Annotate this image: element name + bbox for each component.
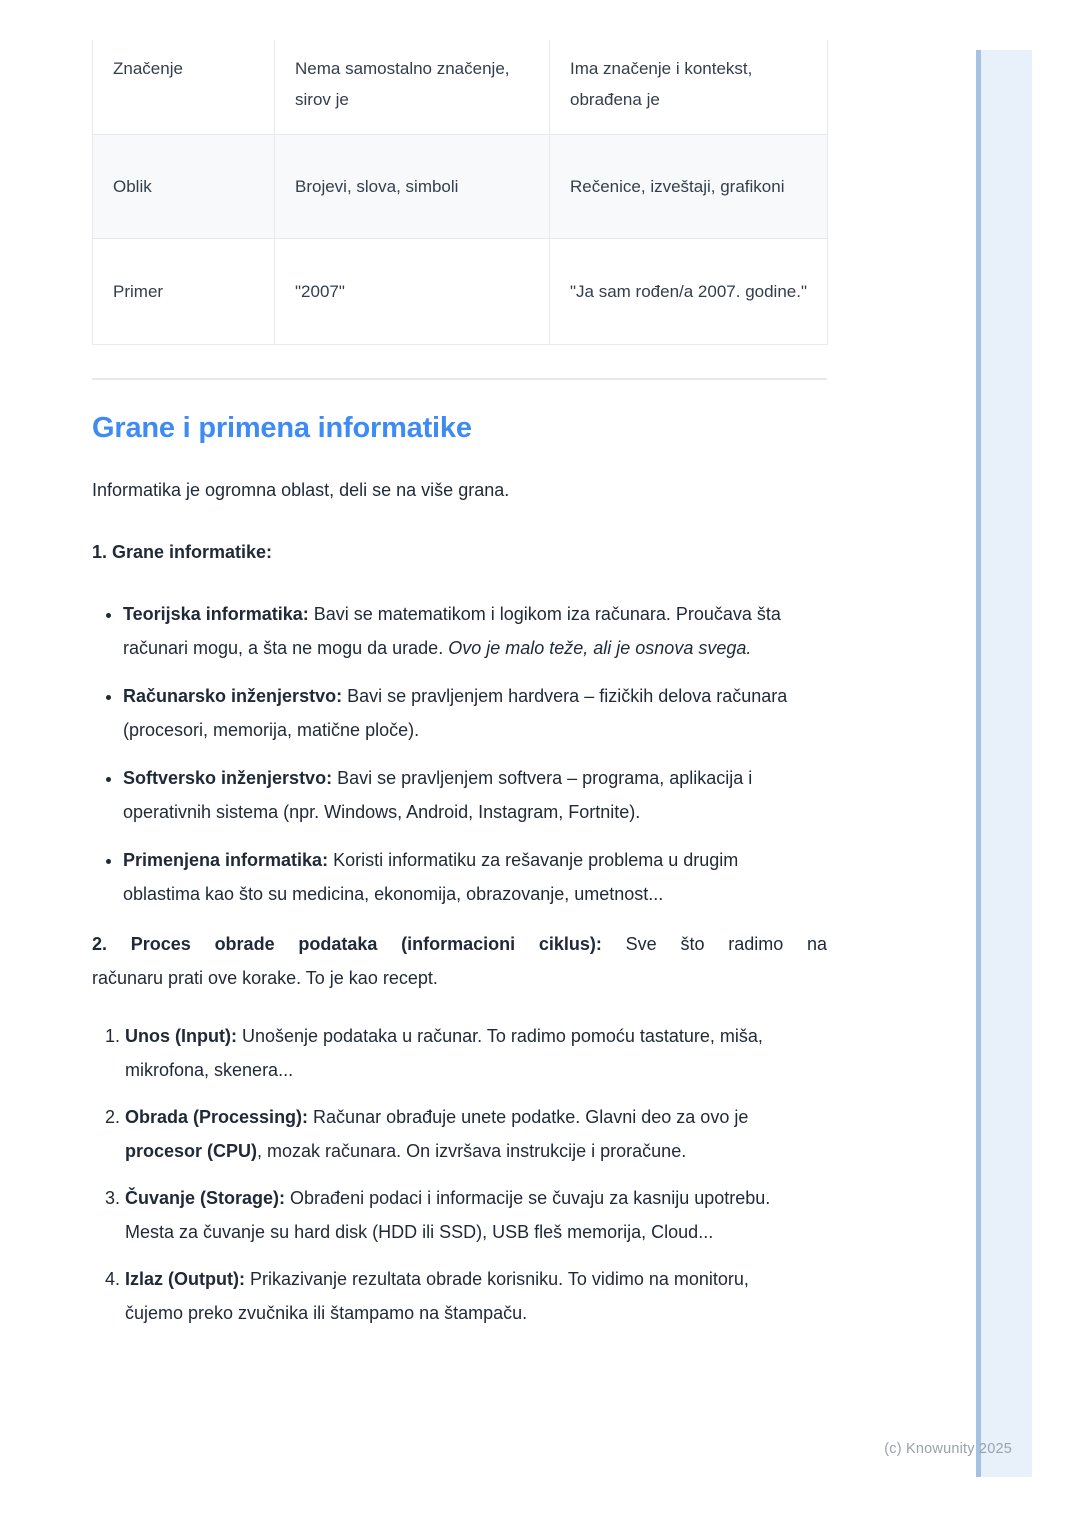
- list-item-softversko: [123, 761, 827, 829]
- process-lead: 2. Proces obrade podataka (informacioni ciklus):: [92, 933, 602, 954]
- item-text: Bavi se pravljenjem hardvera – fizičkih delova računara (procesori, memorija, matične ploče).: [123, 685, 788, 740]
- item-lead: Softversko inženjerstvo:: [123, 767, 333, 788]
- step-lead: Unos (Input):: [125, 1025, 237, 1046]
- process-line1-rest: Sve što radimo na: [601, 933, 828, 954]
- step-text: Računar obrađuje unete podatke. Glavni deo za ovo je: [308, 1106, 749, 1127]
- table-cell-information: Rečenice, izveštaji, grafikoni: [550, 134, 828, 238]
- steps-list: [92, 1019, 827, 1330]
- table-cell-information: Ima značenje i kontekst, obrađena je: [550, 40, 828, 134]
- branches-subheading: 1. Grane informatike:: [92, 541, 273, 562]
- item-text: Bavi se pravljenjem softvera – programa, aplikacija i operativnih sistema (npr. Windows, Android, Instagram, Fortnite).: [123, 767, 753, 822]
- table-row: [93, 40, 828, 134]
- branches-list: [92, 597, 827, 911]
- step-text: Prikazivanje rezultata obrade korisniku. To vidimo na monitoru, čujemo preko zvučnika ili štampamo na štampaču.: [125, 1268, 749, 1323]
- item-lead: Računarsko inženjerstvo:: [123, 685, 343, 706]
- step-lead: Obrada (Processing):: [125, 1106, 309, 1127]
- step-item-unos: [125, 1019, 827, 1087]
- page-edge-accent-bar: [976, 50, 1032, 1477]
- step-item-obrada: [125, 1100, 827, 1168]
- item-lead: Teorijska informatika:: [123, 603, 309, 624]
- list-item-teorijska: [123, 597, 827, 665]
- table-cell-data: Nema samostalno značenje, sirov je: [275, 40, 550, 134]
- step-item-cuvanje: [125, 1181, 827, 1249]
- intro-paragraph: Informatika je ogromna oblast, deli se na više grana.: [92, 479, 510, 500]
- step-text: Obrađeni podaci i informacije se čuvaju za kasniju upotrebu. Mesta za čuvanje su hard disk (HDD ili SSD), USB fleš memorija, Cloud...: [125, 1187, 771, 1242]
- step-lead: Čuvanje (Storage):: [125, 1187, 286, 1208]
- process-paragraph: [92, 927, 827, 995]
- content-column: [92, 40, 827, 1343]
- step-text: , mozak računara. On izvršava instrukcije i proračune.: [257, 1140, 687, 1161]
- section-divider: [92, 378, 827, 380]
- list-item-racunarsko: [123, 679, 827, 747]
- item-italic: Ovo je malo teže, ali je osnova svega.: [448, 637, 752, 658]
- table-cell-data: Brojevi, slova, simboli: [275, 134, 550, 238]
- process-line1: [92, 927, 827, 961]
- list-item-primenjena: [123, 843, 827, 911]
- table-row: [93, 134, 828, 238]
- table-row: [93, 238, 828, 344]
- table-cell-information: "Ja sam rođen/a 2007. godine.": [550, 238, 828, 344]
- data-information-table: [92, 40, 828, 345]
- process-line2: računaru prati ove korake. To je kao recept.: [92, 967, 438, 988]
- table-cell-label: Oblik: [93, 134, 275, 238]
- copyright-watermark: (c) Knowunity 2025: [884, 1441, 1012, 1457]
- item-lead: Primenjena informatika:: [123, 849, 329, 870]
- step-lead: Izlaz (Output):: [125, 1268, 245, 1289]
- step-item-izlaz: [125, 1262, 827, 1330]
- item-text: Koristi informatiku za rešavanje problema u drugim oblastima kao što su medicina, ekonomija, obrazovanje, umetnost...: [123, 849, 739, 904]
- section-heading: Grane i primena informatike: [92, 411, 472, 444]
- table-cell-label: Značenje: [93, 40, 275, 134]
- step-bold-inline: procesor (CPU): [125, 1140, 258, 1161]
- table-cell-data: "2007": [275, 238, 550, 344]
- table-cell-label: Primer: [93, 238, 275, 344]
- step-text: Unošenje podataka u računar. To radimo pomoću tastature, miša, mikrofona, skenera...: [125, 1025, 763, 1080]
- item-text: Bavi se matematikom i logikom iza računara. Proučava šta računari mogu, a šta ne mogu da urade.: [123, 603, 781, 658]
